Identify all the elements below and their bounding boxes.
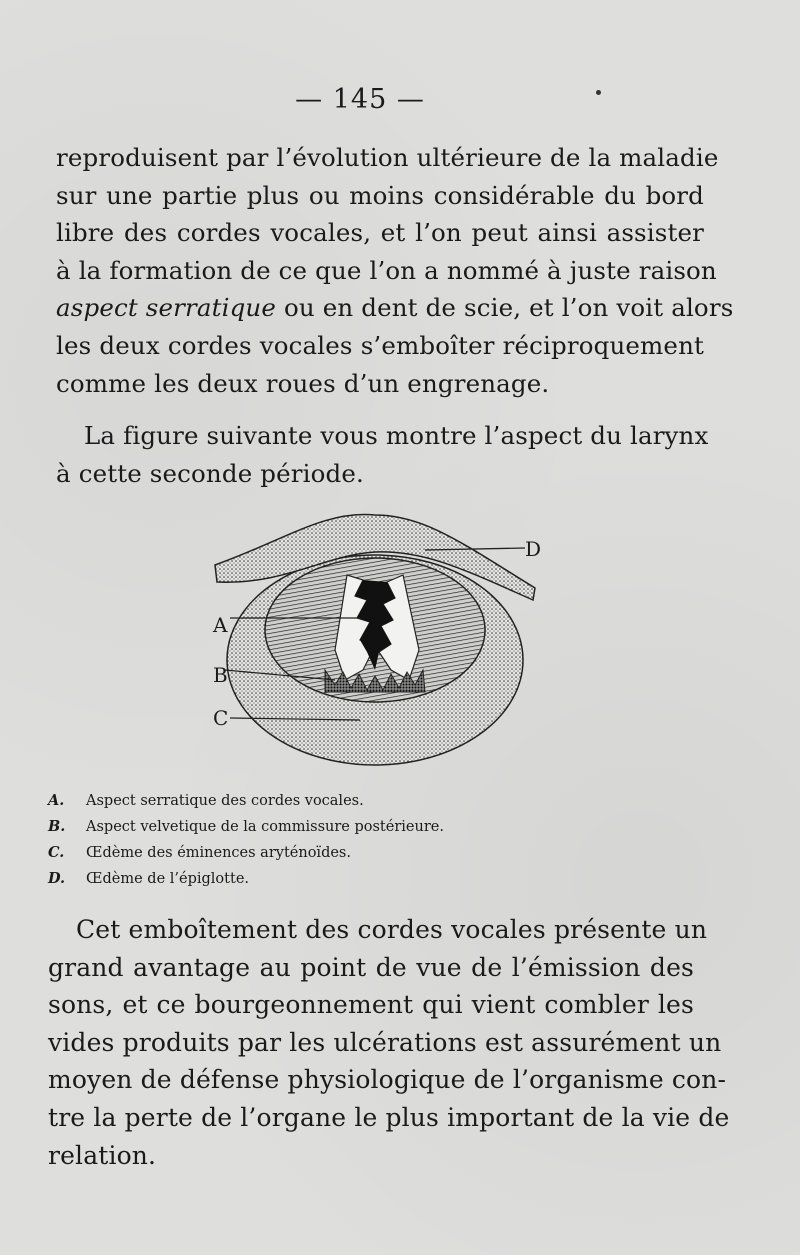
page-number: — 145 — <box>295 84 425 115</box>
text-line: à cette seconde période. <box>56 458 364 488</box>
legend-letter: B. <box>48 818 66 835</box>
legend-letter: C. <box>48 844 65 861</box>
figure-legend <box>48 788 548 892</box>
text-line <box>56 289 734 327</box>
italic-term: aspect serratique <box>56 293 277 323</box>
text-line: Cet emboîtement des cordes vocales présente un <box>76 915 708 944</box>
text-line: tre la perte de l’organe le plus important de la vie de <box>48 1102 730 1132</box>
larynx-illustration <box>195 500 555 785</box>
text-line: La figure suivante vous montre l’aspect du larynx <box>84 421 709 450</box>
text-line: grand avantage au point de vue de l’émission des <box>48 952 694 982</box>
text-line: libre des cordes vocales, et l’on peut ainsi assister <box>56 218 704 248</box>
text-line: reproduisent par l’évolution ultérieure de la maladie <box>56 143 719 172</box>
text-line: comme les deux roues d’un engrenage. <box>56 368 550 398</box>
label-a: A <box>213 613 228 637</box>
label-d: D <box>525 537 542 561</box>
legend-row <box>48 866 548 892</box>
paragraph-2 <box>56 417 709 492</box>
ink-speck <box>596 90 601 95</box>
legend-letter: A. <box>48 792 65 809</box>
legend-row <box>48 840 548 866</box>
legend-letter: D. <box>48 870 66 887</box>
paragraph-3 <box>48 911 730 1174</box>
text-line: sur une partie plus ou moins considérable du bord <box>56 180 704 210</box>
legend-row <box>48 814 548 840</box>
text-line: à la formation de ce que l’on a nommé à juste raison <box>56 255 717 285</box>
legend-text: Aspect serratique des cordes vocales. <box>86 793 364 809</box>
paragraph-1 <box>56 139 734 402</box>
label-c: C <box>213 706 229 730</box>
legend-text: Œdème de l’épiglotte. <box>86 871 250 887</box>
label-b: B <box>213 663 228 687</box>
legend-text: Œdème des éminences aryténoïdes. <box>86 845 351 861</box>
text-line: relation. <box>48 1140 157 1170</box>
text-line: sons, et ce bourgeonnement qui vient combler les <box>48 990 694 1020</box>
legend-text: Aspect velvetique de la commissure postérieure. <box>86 819 444 835</box>
legend-row <box>48 788 548 814</box>
text-line: moyen de défense physiologique de l’organisme con- <box>48 1065 727 1095</box>
text-run: ou en dent de scie, et l’on voit alors <box>276 293 734 323</box>
text-line: vides produits par les ulcérations est assurément un <box>48 1027 722 1057</box>
text-line: les deux cordes vocales s’emboîter réciproquement <box>56 330 704 360</box>
